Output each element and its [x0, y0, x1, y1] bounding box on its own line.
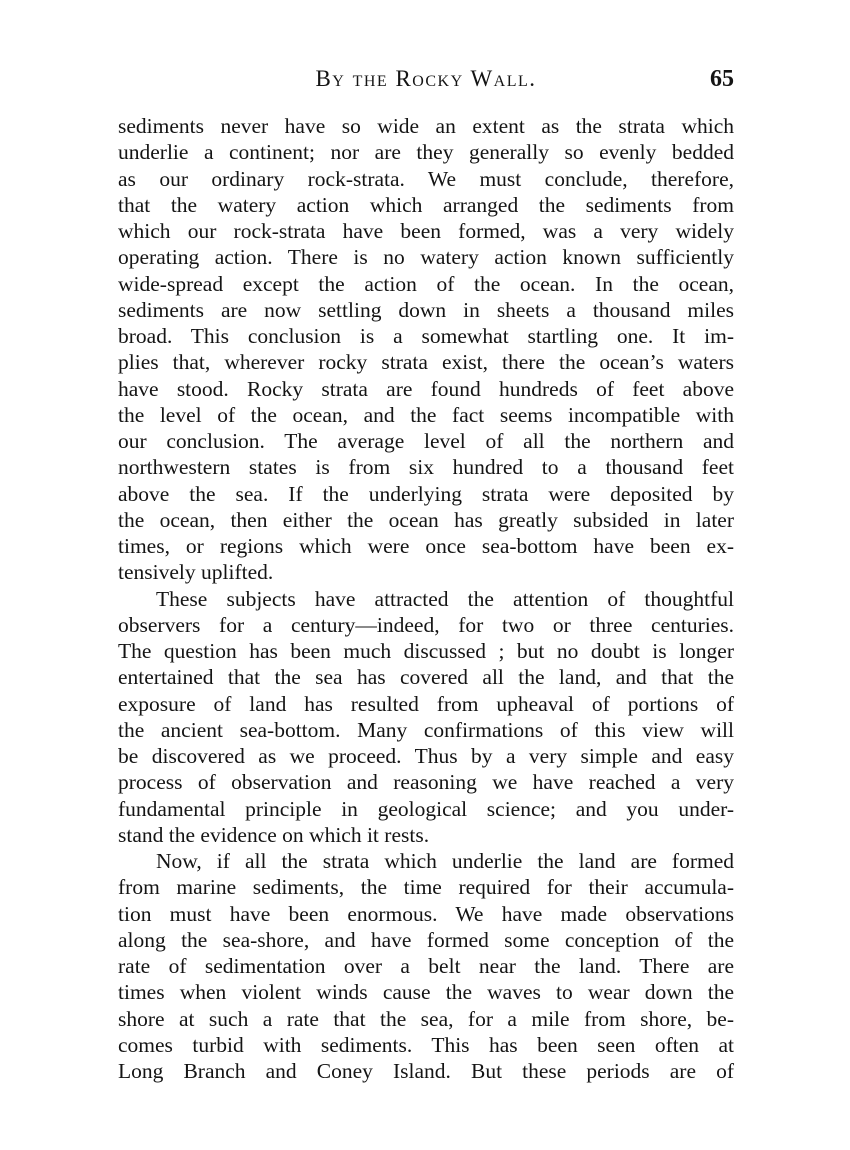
text-line: broad. This conclusion is a somewhat startling one. It im-: [118, 324, 734, 348]
paragraph: [118, 586, 734, 849]
text-line: entertained that the sea has covered all the land, and that the: [118, 665, 734, 690]
text-line: plies that, wherever rocky strata exist, there the ocean’s waters: [118, 350, 734, 375]
text-line: as our ordinary rock-strata. We must conclude, therefore,: [118, 166, 734, 191]
text-line: wide-spread except the action of the ocean. In the ocean,: [118, 271, 734, 296]
text-line: Now, if all the strata which underlie the land are formed: [156, 849, 734, 873]
paragraph: [118, 113, 734, 586]
text-line: that the watery action which arranged the sediments from: [118, 192, 734, 217]
text-line: observers for a century—indeed, for two or three centuries.: [118, 612, 734, 637]
text-line: northwestern states is from six hundred to a thousand feet: [118, 455, 734, 480]
text-line: Long Branch and Coney Island. But these periods are of: [118, 1059, 734, 1083]
text-line: exposure of land has resulted from upheaval of portions of: [118, 691, 734, 716]
text-line: sediments are now settling down in sheets a thousand miles: [118, 297, 734, 322]
text-line: comes turbid with sediments. This has been seen often at: [118, 1032, 734, 1057]
text-line: These subjects have attracted the attention of thoughtful: [156, 586, 734, 611]
text-line: tion must have been enormous. We have made observations: [118, 901, 734, 926]
text-line: operating action. There is no watery action known sufficiently: [118, 245, 734, 270]
text-line: the ocean, then either the ocean has greatly subsided in later: [118, 507, 734, 532]
text-line: have stood. Rocky strata are found hundreds of feet above: [118, 376, 734, 401]
text-line: sediments never have so wide an extent as the strata which: [118, 114, 734, 138]
text-line: along the sea-shore, and have formed some conception of the: [118, 927, 734, 952]
text-line: be discovered as we proceed. Thus by a very simple and easy: [118, 744, 734, 768]
text-line: times when violent winds cause the waves to wear down the: [118, 980, 734, 1005]
paragraph: [118, 848, 734, 1084]
page-number: 65: [710, 66, 734, 92]
text-line: process of observation and reasoning we have reached a very: [118, 770, 734, 795]
text-line: underlie a continent; nor are they generally so evenly bedded: [118, 140, 734, 165]
text-line: fundamental principle in geological science; and you under-: [118, 796, 734, 821]
text-line: shore at such a rate that the sea, for a mile from shore, be-: [118, 1006, 734, 1031]
text-line: from marine sediments, the time required for their accumula-: [118, 875, 734, 900]
running-head: [118, 62, 734, 96]
text-line: which our rock-strata have been formed, was a very widely: [118, 219, 734, 243]
text-line: times, or regions which were once sea-bottom have been ex-: [118, 534, 734, 558]
text-line: The question has been much discussed ; but no doubt is longer: [118, 639, 734, 663]
text-line: above the sea. If the underlying strata were deposited by: [118, 481, 734, 506]
text-line: the level of the ocean, and the fact seems incompatible with: [118, 402, 734, 427]
running-title: By the Rocky Wall.: [315, 66, 537, 91]
body-text: [118, 113, 734, 1084]
text-line: stand the evidence on which it rests.: [118, 822, 430, 847]
text-line: tensively uplifted.: [118, 560, 274, 585]
text-line: the ancient sea-bottom. Many confirmations of this view will: [118, 717, 734, 742]
text-line: our conclusion. The average level of all the northern and: [118, 429, 734, 453]
text-line: rate of sedimentation over a belt near the land. There are: [118, 954, 734, 978]
